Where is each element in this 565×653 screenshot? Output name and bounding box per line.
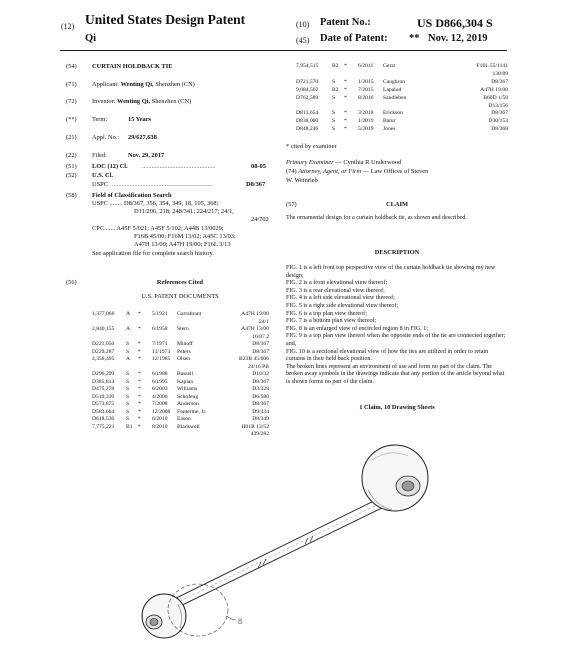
field-line: CPC ...... A45F 5/021; A45F 5/102; A44B 13/0029; xyxy=(92,225,224,232)
claim-heading: CLAIM xyxy=(385,201,408,208)
ref-number: D583,664 xyxy=(92,408,115,415)
description-line: FIG. 3 is a rear elevational view thereof; xyxy=(286,287,385,294)
ref-star: * xyxy=(138,311,141,317)
applicant-label: Applicant: xyxy=(92,81,119,88)
field-label: Field of Classification Search xyxy=(92,192,172,199)
title-code: (54) xyxy=(66,63,77,70)
ref-star: * xyxy=(344,94,347,101)
ref-inventor: Kaplan xyxy=(177,378,194,385)
lower-ball xyxy=(142,594,186,638)
appl-label: Appl. No.: xyxy=(92,134,120,141)
description-line: FIG. 5 is a right side elevational view thereof; xyxy=(286,302,399,309)
ref-star: * xyxy=(138,371,141,377)
claim-text: The ornamental design for a curtain holdback tie, as shown and described. xyxy=(286,215,467,221)
ref-number: D838,000 xyxy=(296,118,319,125)
ref-date: 5/1921 xyxy=(152,311,168,317)
inventor-name: Wenting Qi, xyxy=(117,98,151,105)
ref-inventor: Erickson xyxy=(383,110,403,117)
ref-star: * xyxy=(344,63,347,69)
claim-code: (57) xyxy=(286,201,297,208)
ref-class: A47H 19/00 xyxy=(480,86,508,93)
loc-value: 08-05 xyxy=(251,163,266,170)
ref-number: D385,814 xyxy=(92,378,115,385)
ref-star: * xyxy=(138,356,141,362)
primary-examiner xyxy=(286,159,401,167)
ref-star: * xyxy=(344,118,347,125)
ref-class: A47H 19/00 xyxy=(241,311,269,317)
ref-star: * xyxy=(138,386,141,392)
ref-date: 1/2015 xyxy=(358,78,374,85)
ref-inventor: Caughron xyxy=(383,78,406,85)
ref-star: * xyxy=(138,348,141,355)
ref-number: 4,358,495 xyxy=(92,356,115,362)
ref-class: D8/367 xyxy=(252,341,269,347)
ref-inventor: Bassell xyxy=(177,371,194,377)
ref-class: H01R 13/52 xyxy=(241,423,269,430)
ref-class: D8/368 xyxy=(491,126,508,133)
ref-date: 8/2010 xyxy=(152,423,168,430)
field-code: (58) xyxy=(66,192,77,199)
ref-number: D813,654 xyxy=(296,110,319,117)
ref-class: D6/580 xyxy=(252,393,269,400)
ref-star: * xyxy=(138,423,141,430)
inventor-code: (72) xyxy=(66,98,77,105)
ref-kind: A xyxy=(126,326,131,332)
ref-class: B60D 1/58 xyxy=(483,94,508,101)
ref-inventor: Jones xyxy=(383,126,396,133)
ref-star: * xyxy=(138,326,141,332)
description-line: FIG. 4 is a left side elevational view thereof; xyxy=(286,295,395,302)
ref-inventor: Peters xyxy=(177,348,191,355)
ref-inventor: Schofeng xyxy=(177,393,199,400)
ref-date: 11/1973 xyxy=(152,348,171,355)
ref-class: B23B 45/006 xyxy=(239,356,269,362)
uspc-value: D8/367 xyxy=(246,181,266,188)
loc-code: (51) xyxy=(66,163,77,170)
description-line: FIG. 1 is a left front top perspective view of the curtain holdback tie showing my new design; xyxy=(286,265,496,279)
ref-number: D848,246 xyxy=(296,126,319,133)
ref-inventor: Sandleben xyxy=(383,94,407,101)
ref-kind: S xyxy=(126,386,130,392)
header-rule xyxy=(60,50,507,51)
ref-inventor: Batur xyxy=(383,118,396,125)
ref-date: 3/2018 xyxy=(358,110,374,117)
ref-number: D762,589 xyxy=(296,94,319,101)
ref-secondary-class: 24/16 PB xyxy=(248,363,269,370)
ref-number: 7,954,515 xyxy=(296,63,319,69)
uspc-dots: ............................................................... xyxy=(112,181,213,188)
appl-number: 29/627,638 xyxy=(128,134,157,141)
field-line: USPC ........ D8/367, 356, 354, 349, 18, 105, 368; xyxy=(92,200,219,207)
ref-date: 6/2010 xyxy=(152,416,168,422)
patent-number: US D866,304 S xyxy=(417,16,493,30)
claims-summary: 1 Claim, 10 Drawing Sheets xyxy=(359,404,435,411)
ref-date: 12/1985 xyxy=(152,356,171,362)
term-code: (**) xyxy=(66,116,77,123)
applicant-location: Shenzhen (CN) xyxy=(155,81,195,88)
tie-cord xyxy=(166,497,388,610)
ref-kind: S xyxy=(126,401,130,407)
ref-number: D221,056 xyxy=(92,341,115,347)
ref-class: D9/434 xyxy=(252,408,269,415)
inventor-short-name: Qi xyxy=(85,33,97,44)
date-marker: ** xyxy=(409,33,420,44)
ref-class: D8/367 xyxy=(491,110,508,117)
ref-number: D721,570 xyxy=(296,78,319,85)
attorney-name: — Law Offices of Steven xyxy=(362,168,429,175)
ref-date: 12/2008 xyxy=(152,408,171,415)
ref-secondary-class: D13/156 xyxy=(488,102,508,109)
cited-by-examiner-note: * cited by examiner xyxy=(286,143,337,150)
ref-class: D8/349 xyxy=(252,416,269,422)
patent-title: CURTAIN HOLDBACK TIE xyxy=(92,63,173,70)
ref-class: D8/367 xyxy=(252,401,269,407)
ref-kind: B2 xyxy=(332,86,339,93)
description-line: FIG. 2 is a front elevational view thereof; xyxy=(286,280,388,287)
term-value: 15 Years xyxy=(128,116,152,123)
applicant-row xyxy=(92,81,195,88)
ref-inventor: Gerst xyxy=(383,63,396,69)
ref-star: * xyxy=(138,393,141,400)
code-12: (12) xyxy=(61,22,75,31)
ref-class: D10/32 xyxy=(252,371,269,377)
ref-class: F16L 55/1141 xyxy=(476,63,508,69)
ref-kind: S xyxy=(126,408,130,415)
ref-date: 1/2019 xyxy=(358,118,374,125)
inventor-label: Inventor: xyxy=(92,98,116,105)
ref-date: 6/1995 xyxy=(152,378,168,385)
ref-date: 7/2008 xyxy=(152,401,168,407)
ref-star: * xyxy=(138,408,141,415)
ref-kind: S xyxy=(332,94,336,101)
ref-inventor: Lapalud xyxy=(383,86,402,93)
ref-date: 6/1988 xyxy=(152,371,168,377)
inventor-row xyxy=(92,98,191,105)
ref-class: D3/328 xyxy=(252,386,269,392)
appl-code: (21) xyxy=(66,134,77,141)
ref-star: * xyxy=(138,378,141,385)
loc-label: LOC (12) Cl. xyxy=(92,163,128,170)
inventor-location: Shenzhen (CN) xyxy=(151,98,192,105)
ref-kind: S xyxy=(332,118,336,125)
ref-number: D618,536 xyxy=(92,416,115,422)
ref-kind: S xyxy=(126,341,130,347)
filed-label: Filed: xyxy=(92,152,107,159)
ref-kind: B2 xyxy=(332,63,339,69)
description-body xyxy=(286,265,508,387)
filed-date: Nov. 29, 2017 xyxy=(128,152,165,159)
attorney-row xyxy=(286,168,428,176)
uscl-label: U.S. Cl. xyxy=(92,172,113,179)
curtain-holdback-tie-drawing xyxy=(140,420,440,650)
ref-inventor: Blackwell xyxy=(177,423,200,430)
ref-kind: S xyxy=(332,78,336,85)
description-heading: DESCRIPTION xyxy=(374,249,420,256)
description-line: FIG. 6 is a top plan view thereof; xyxy=(286,310,367,317)
ref-class: D8/367 xyxy=(252,378,269,385)
ref-kind: S xyxy=(126,371,130,377)
ref-inventor: Anderson xyxy=(177,401,199,407)
ref-number: 7,775,221 xyxy=(92,423,115,430)
attorney-label: Attorney, Agent, or Firm xyxy=(298,168,362,175)
applicant-code: (71) xyxy=(66,81,77,88)
ref-kind: S xyxy=(126,416,130,422)
ref-date: 6/1958 xyxy=(152,326,168,332)
patent-date: Nov. 12, 2019 xyxy=(428,33,488,44)
ref-date: 7/2015 xyxy=(358,86,374,93)
ref-star: * xyxy=(344,126,347,133)
ref-date: 7/1971 xyxy=(152,341,168,347)
description-line: FIG. 8 is an enlarged view of encircled region 8 in FIG. 1; xyxy=(286,325,429,332)
description-line: The broken lines represent an environment of use and form no part of the claim. The broken away symbols in the drawings indicate that any portion of the article beyond what is shown forms no part of the claim. xyxy=(286,363,505,385)
ref-star: * xyxy=(344,86,347,93)
ref-star: * xyxy=(138,401,141,407)
ref-class: D8/367 xyxy=(252,348,269,355)
callout-number: 8 xyxy=(238,617,242,626)
document-type: United States Design Patent xyxy=(85,12,246,27)
filed-code: (22) xyxy=(66,152,77,159)
ref-star: * xyxy=(138,341,141,347)
applicant-name: Wenting Qi, xyxy=(120,81,154,88)
references-heading: References Cited xyxy=(156,279,204,286)
ref-kind: S xyxy=(126,393,130,400)
ref-inventor: Fonterme, Jr. xyxy=(177,408,207,415)
ref-kind: A xyxy=(126,311,131,317)
ref-kind: S xyxy=(126,348,130,355)
primary-examiner-label: Primary Examiner xyxy=(286,159,334,166)
attorney-code: (74) xyxy=(286,168,297,175)
ref-secondary-class: 24/1 xyxy=(259,318,269,325)
references-subheading: U.S. PATENT DOCUMENTS xyxy=(141,293,219,300)
ref-class: D30/153 xyxy=(488,118,508,125)
primary-examiner-name: — Cynthia R Underwood xyxy=(335,159,402,166)
loc-dots: .............................................. xyxy=(142,163,216,170)
ref-number: D296,299 xyxy=(92,371,115,377)
term-label: Term: xyxy=(92,116,108,123)
ref-kind: S xyxy=(126,378,130,385)
code-10: (10) xyxy=(296,20,310,29)
field-line: 24/702 xyxy=(251,216,269,223)
ref-date: 8/2016 xyxy=(358,94,374,101)
ref-star: * xyxy=(138,416,141,422)
ref-number: D475,278 xyxy=(92,386,115,392)
description-line: FIG. 10 is a sectional elevational view of how the ties are utilized in order to retain curtains in their held back position. xyxy=(286,348,489,363)
patent-no-label: Patent No.: xyxy=(320,17,371,28)
ref-inventor: Williams xyxy=(177,386,198,392)
ref-kind: S xyxy=(332,126,336,133)
ref-date: 6/2011 xyxy=(358,63,374,69)
ref-inventor: Stern xyxy=(177,326,189,332)
ref-kind: S xyxy=(332,110,336,117)
ref-number: 2,840,155 xyxy=(92,326,115,332)
ref-inventor: Garrabrant xyxy=(177,311,202,317)
field-line: F16B 45/00; F16M 13/02; A45C 13/03; xyxy=(134,233,236,240)
ref-inventor: Minoff xyxy=(177,341,193,347)
description-line: FIG. 7 is a bottom plan view thereof; xyxy=(286,318,377,325)
ref-star: * xyxy=(344,78,347,85)
ref-number: D519,310 xyxy=(92,393,115,400)
attorney-name-cont: W. Weinrieb xyxy=(286,177,318,184)
field-line: A47H 13/00; A47H 19/00; F16L 3/13 xyxy=(134,241,231,248)
ref-secondary-class: 138/89 xyxy=(492,70,508,77)
description-line: FIG. 9 is a top plan view thereof when the opposite ends of the tie are connected together; and, xyxy=(286,333,506,347)
ref-date: 6/2003 xyxy=(152,386,168,392)
ref-class: D8/367 xyxy=(491,78,508,85)
ref-secondary-class: 439/282 xyxy=(250,431,269,437)
date-label: Date of Patent: xyxy=(320,33,388,44)
ref-inventor: Eason xyxy=(177,416,191,422)
ref-class: A47H 13/00 xyxy=(241,326,269,332)
ref-star: * xyxy=(344,110,347,117)
ref-number: 9,084,502 xyxy=(296,86,319,93)
ref-date: 4/2006 xyxy=(152,393,168,400)
references-code: (56) xyxy=(66,279,77,286)
uspc-label: USPC xyxy=(92,181,108,188)
field-note: See application file for complete search history. xyxy=(92,250,214,257)
ref-inventor: Olsen xyxy=(177,356,191,362)
field-line: D11/206, 218; 248/341; 224/217; 24/1, xyxy=(134,208,234,215)
ref-secondary-class: 16/87.2 xyxy=(252,333,269,340)
ref-number: D229,287 xyxy=(92,348,115,355)
ref-number: D573,875 xyxy=(92,401,115,407)
ref-number: 1,377,066 xyxy=(92,311,115,317)
ref-kind: B1 xyxy=(126,423,133,430)
ref-kind: A xyxy=(126,356,131,362)
code-45: (45) xyxy=(296,36,310,45)
uscl-code: (52) xyxy=(66,172,77,179)
ref-date: 5/2019 xyxy=(358,126,374,133)
upper-ball xyxy=(362,445,428,511)
